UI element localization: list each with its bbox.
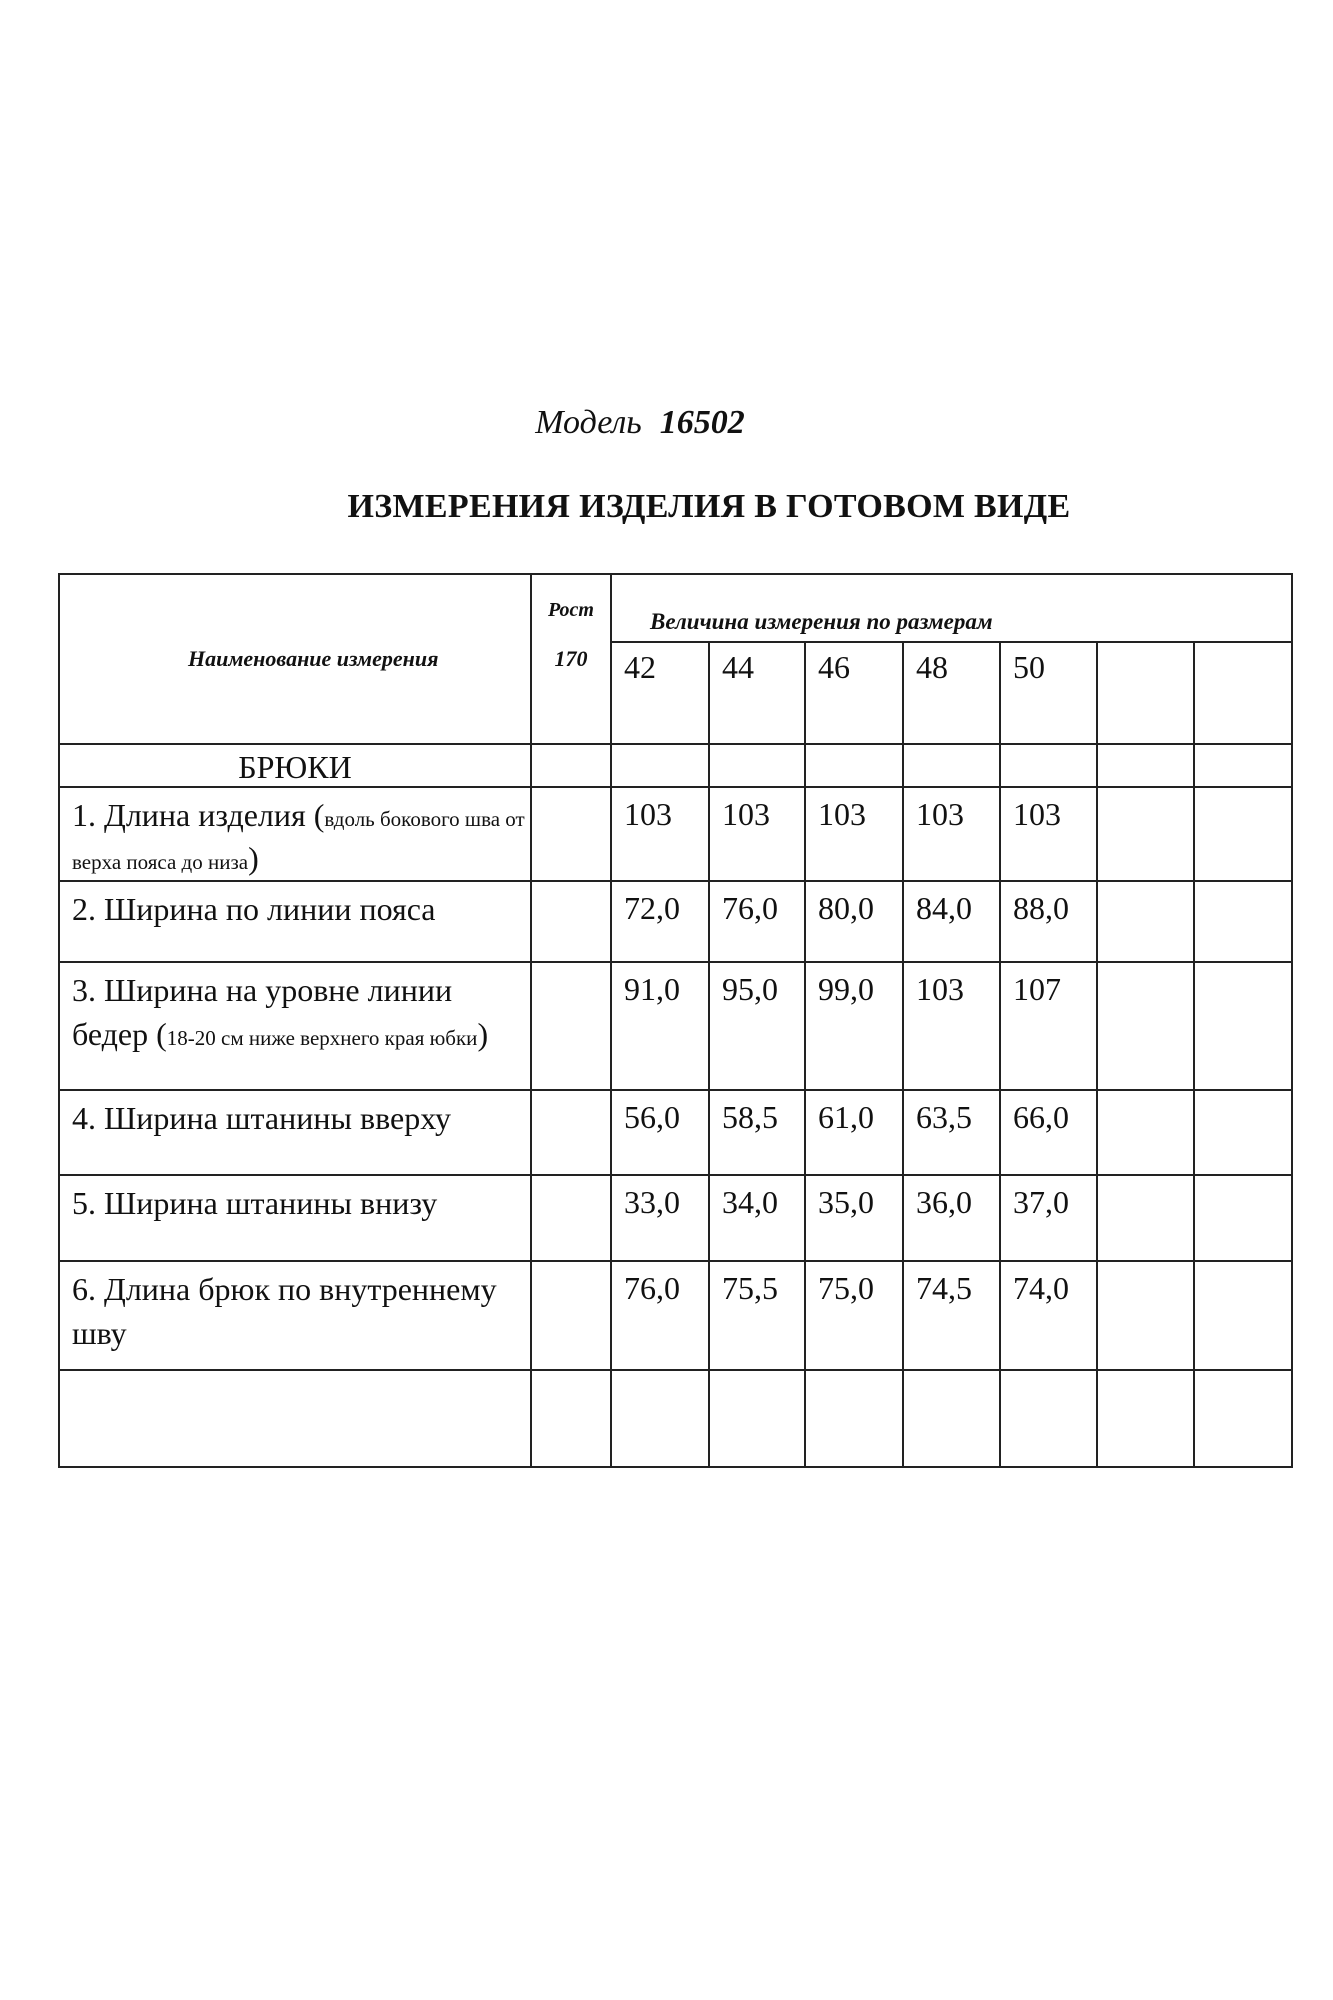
- name-main: 6. Длина брюк по внутреннему шву: [72, 1271, 497, 1351]
- empty-cell: [531, 744, 611, 787]
- empty-cell: [903, 1370, 1000, 1467]
- model-label: Модель: [535, 404, 642, 441]
- empty-cell: [1000, 744, 1097, 787]
- empty-cell: [531, 1370, 611, 1467]
- value-cell: 33,0: [611, 1175, 709, 1261]
- value-cell: 76,0: [709, 881, 805, 962]
- empty-cell: [1194, 1175, 1292, 1261]
- empty-cell: [531, 1261, 611, 1370]
- empty-cell: [531, 881, 611, 962]
- value-cell: 36,0: [903, 1175, 1000, 1261]
- name-main: 2. Ширина по линии пояса: [72, 891, 436, 928]
- empty-cell: [1194, 881, 1292, 962]
- table-header-row: [59, 574, 1292, 642]
- size-cell: [1097, 642, 1194, 744]
- empty-cell: [805, 744, 903, 787]
- value-cell: 75,0: [805, 1261, 903, 1370]
- value-cell: 74,0: [1000, 1261, 1097, 1370]
- value-cell: 76,0: [611, 1261, 709, 1370]
- header-height: [531, 574, 611, 744]
- header-sizes-label: Величина измерения по размерам: [611, 574, 1292, 642]
- empty-cell: [709, 1370, 805, 1467]
- section-title: БРЮКИ: [59, 744, 531, 787]
- empty-cell: [611, 744, 709, 787]
- empty-cell: [1097, 962, 1194, 1090]
- value-cell: 103: [805, 787, 903, 881]
- header-measurement-name: Наименование измерения: [59, 574, 531, 744]
- empty-cell: [1097, 1175, 1194, 1261]
- empty-cell: [805, 1370, 903, 1467]
- empty-cell: [1097, 787, 1194, 881]
- empty-cell: [709, 744, 805, 787]
- name-main: 1. Длина изделия (: [72, 797, 325, 833]
- empty-cell: [1097, 881, 1194, 962]
- value-cell: 107: [1000, 962, 1097, 1090]
- name-main: 4. Ширина штанины вверху: [72, 1100, 451, 1137]
- size-cell: [1194, 642, 1292, 744]
- value-cell: 99,0: [805, 962, 903, 1090]
- name-note: вдоль бокового шва от верха пояса до низа: [72, 807, 525, 875]
- size-cell: 44: [709, 642, 805, 744]
- empty-cell: [903, 744, 1000, 787]
- model-title: [0, 404, 1280, 442]
- measurement-name: [59, 787, 531, 881]
- empty-cell: [1097, 744, 1194, 787]
- name-note: 18-20 см ниже верхнего края юбки: [166, 1025, 478, 1050]
- value-cell: 37,0: [1000, 1175, 1097, 1261]
- value-cell: 103: [1000, 787, 1097, 881]
- name-tail: ): [477, 1015, 489, 1052]
- header-height-label: Рост: [548, 599, 594, 621]
- header-height-value: 170: [554, 646, 588, 671]
- empty-cell: [1097, 1370, 1194, 1467]
- empty-cell: [611, 1370, 709, 1467]
- value-cell: 34,0: [709, 1175, 805, 1261]
- empty-cell: [531, 962, 611, 1090]
- table-row: [59, 881, 1292, 962]
- value-cell: 80,0: [805, 881, 903, 962]
- value-cell: 35,0: [805, 1175, 903, 1261]
- empty-row: [59, 1370, 1292, 1467]
- value-cell: 88,0: [1000, 881, 1097, 962]
- value-cell: 103: [709, 787, 805, 881]
- name-main: 5. Ширина штанины внизу: [72, 1185, 438, 1222]
- table-row: [59, 1261, 1292, 1370]
- value-cell: 91,0: [611, 962, 709, 1090]
- value-cell: 84,0: [903, 881, 1000, 962]
- empty-cell: [59, 1370, 531, 1467]
- name-tail: ): [248, 840, 259, 877]
- size-cell: 48: [903, 642, 1000, 744]
- table-row: [59, 962, 1292, 1090]
- value-cell: 61,0: [805, 1090, 903, 1175]
- empty-cell: [1000, 1370, 1097, 1467]
- empty-cell: [1194, 787, 1292, 881]
- section-row: [59, 744, 1292, 787]
- empty-cell: [531, 1175, 611, 1261]
- empty-cell: [531, 787, 611, 881]
- size-cell: 46: [805, 642, 903, 744]
- value-cell: 103: [903, 962, 1000, 1090]
- model-number: 16502: [659, 404, 745, 441]
- empty-cell: [1194, 1261, 1292, 1370]
- size-cell: 42: [611, 642, 709, 744]
- table-row: [59, 787, 1292, 881]
- empty-cell: [1194, 962, 1292, 1090]
- value-cell: 66,0: [1000, 1090, 1097, 1175]
- value-cell: 58,5: [709, 1090, 805, 1175]
- empty-cell: [1097, 1090, 1194, 1175]
- table-row: [59, 1090, 1292, 1175]
- empty-cell: [1194, 744, 1292, 787]
- size-cell: 50: [1000, 642, 1097, 744]
- page-heading: ИЗМЕРЕНИЯ ИЗДЕЛИЯ В ГОТОВОМ ВИДЕ: [347, 488, 1071, 525]
- empty-cell: [531, 1090, 611, 1175]
- value-cell: 103: [903, 787, 1000, 881]
- measurement-name: [59, 962, 531, 1090]
- empty-cell: [1194, 1370, 1292, 1467]
- value-cell: 95,0: [709, 962, 805, 1090]
- measurements-table: [58, 573, 1293, 1468]
- value-cell: 74,5: [903, 1261, 1000, 1370]
- name-main: 3. Ширина на уровне линии бедер (: [72, 972, 453, 1052]
- measurement-name: [59, 881, 531, 962]
- measurement-name: [59, 1175, 531, 1261]
- table-row: [59, 1175, 1292, 1261]
- measurement-name: [59, 1090, 531, 1175]
- empty-cell: [1194, 1090, 1292, 1175]
- value-cell: 103: [611, 787, 709, 881]
- value-cell: 75,5: [709, 1261, 805, 1370]
- empty-cell: [1097, 1261, 1194, 1370]
- value-cell: 63,5: [903, 1090, 1000, 1175]
- measurement-name: [59, 1261, 531, 1370]
- value-cell: 72,0: [611, 881, 709, 962]
- value-cell: 56,0: [611, 1090, 709, 1175]
